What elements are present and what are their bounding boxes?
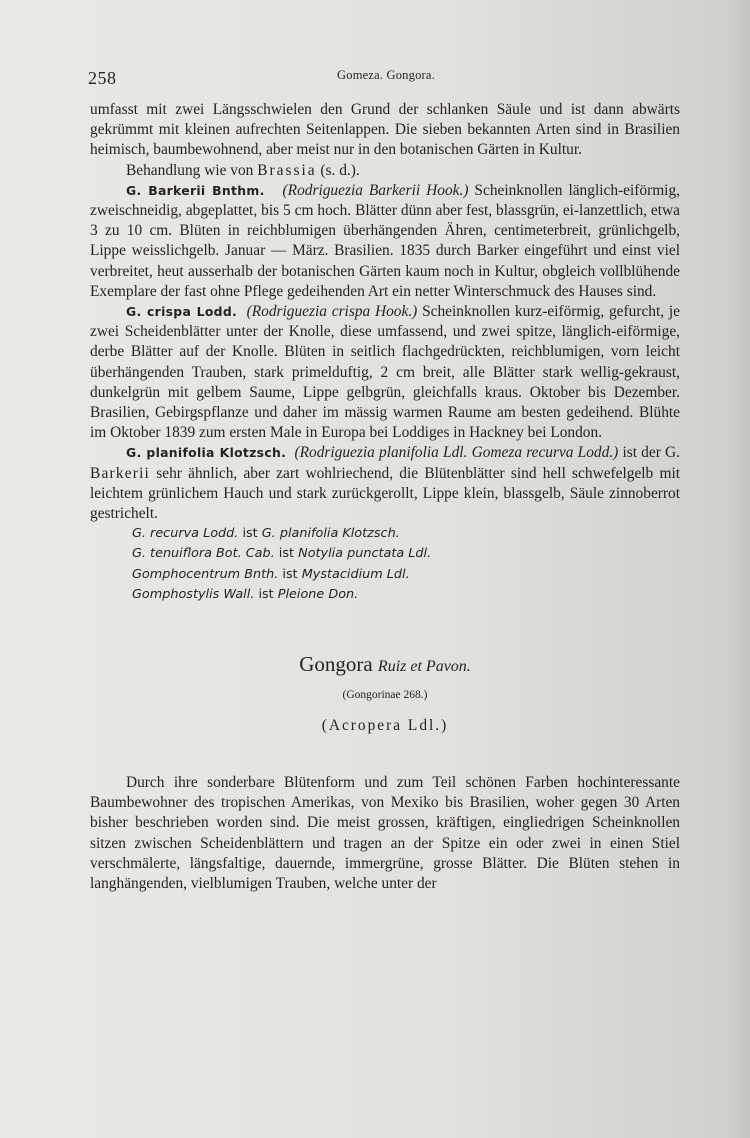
synonym-line [132, 544, 680, 564]
genus-subtribe: (Gongorinae 268.) [342, 689, 428, 702]
synonym-line [132, 585, 680, 605]
species-description-end: sehr ähnlich, aber zart wohlriechend, die Blütenblätter sind hell schwefelgelb mit leichtem grünlichem Hauch und stark zurückgerollt, Lippe klein, blassgelb, Säule zinnoberrot gestrichelt. [90, 464, 680, 523]
treatment-ref: Brassia [257, 161, 317, 179]
intro-paragraph: umfasst mit zwei Längsschwielen den Grund der schlanken Säule und ist dann abwärts gekrümmt mit kleinen aufrechten Seitenlappen. Die sieben bekannten Arten sind in Brasilien heimisch, baumbewohnend, aber meist nur in den botanischen Gärten in Kultur. [90, 101, 680, 159]
species-name: G. crispa Lodd. [126, 304, 238, 320]
genus-authority: Ruiz et Pavon. [377, 658, 471, 676]
running-head: Gomeza. Gongora. [337, 68, 435, 82]
species-synonym: (Rodriguezia crispa Hook.) [246, 303, 418, 321]
synonym-is: ist [258, 586, 274, 602]
species-entry-barkerii [90, 181, 680, 302]
genus-name: Gongora [299, 652, 373, 677]
synonym-from: G. tenuiflora Bot. Cab. [132, 546, 275, 562]
synonym-is: ist [278, 546, 295, 562]
species-description: Scheinknollen kurz-eiförmig, gefurcht, je zwei Scheidenblätter unter der Knolle, diese umfassend, und zwei spitze, länglich-eiförmige, derbe Blätter auf der Knolle. Blüten in seitlich flachgedrückten, reichblumigen, vorn leicht überhängenden Trauben, stark primelduftig, 2 cm breit, alle Blätter stark wellig-gekraust, dunkelgrün mit gelbem Saume, Lippe gelbgrün, gleichfalls kraus. Oktober bis Dezember. Brasilien, Gebirgspflanze und daher im mässig warmen Raume am besten gedeihend. Blühte im Oktober 1839 zum ersten Male in Europa bei Loddiges in Hackney bei London. [90, 303, 680, 442]
page-body [90, 100, 680, 894]
genus-synonym: (Acropera Ldl.) [321, 717, 449, 735]
synonym-to: Pleione Don. [277, 586, 359, 602]
species-synonym: (Rodriguezia Barkerii Hook.) [282, 181, 469, 199]
treatment-note [90, 161, 680, 181]
synonym-to: Notylia punctata Ldl. [298, 546, 432, 562]
species-entry-crispa [90, 302, 680, 443]
species-description: Scheinknollen länglich-eiförmig, zweischneidig, abgeplattet, bis 5 cm hoch. Blätter dünn aber fest, blassgrün, ei-lanzettlich, etwa 3 zu 10 cm. Blüten in reichblumigen überhängenden Ähren, centimeterbreit, grünlichgelb, Lippe weisslichgelb. Januar — März. Brasilien. 1835 durch Barker eingeführt und einst viel verbreitet, heut ausserhalb der botanischen Gärten kaum noch in Kultur, obgleich vollblühende Exemplare der fast ohne Pflege gedeihenden Art ein netter Winterschmuck des Hauses sind. [90, 181, 680, 300]
page-header [88, 64, 684, 88]
species-synonym: (Rodriguezia planifolia Ldl. Gomeza recurva Lodd.) [294, 444, 619, 462]
species-name: G. planifolia Klotzsch. [126, 445, 287, 461]
species-entry-planifolia [90, 443, 680, 524]
species-description-start: ist der G. [618, 444, 680, 462]
treatment-prefix: Behandlung wie von [126, 161, 254, 179]
synonym-is: ist [242, 526, 258, 542]
page-number: 258 [88, 68, 117, 88]
species-name: G. Barkerii Bnthm. [126, 182, 265, 198]
synonym-line [132, 524, 680, 544]
synonym-to: Mystacidium Ldl. [301, 566, 410, 582]
synonym-list [90, 524, 680, 605]
synonym-line [132, 565, 680, 585]
synonym-is: ist [282, 566, 298, 582]
synonym-from: G. recurva Lodd. [132, 526, 239, 542]
synonym-to: G. planifolia Klotzsch. [261, 526, 400, 542]
species-ref: Barkerii [90, 464, 151, 482]
treatment-suffix: (s. d.). [316, 161, 360, 179]
genus-heading [90, 651, 680, 680]
synonym-from: Gomphostylis Wall. [132, 586, 255, 602]
genus-description: Durch ihre sonderbare Blütenform und zum Teil schönen Farben hochinteressante Baumbewohner des tropischen Amerikas, von Mexiko bis Brasilien, woher gegen 30 Arten bisher beschrieben worden sind. Die meist grossen, kräftigen, eingliedrigen Scheinknollen sitzen zwischen Scheidenblättern und tragen an der Spitze ein oder zwei in einen Stiel verschmälerte, längsfaltige, dauernde, immergrüne, grosse Blätter. Die Blüten stehen in langhängenden, vielblumigen Trauben, welche unter der [90, 774, 680, 893]
synonym-from: Gomphocentrum Bnth. [132, 566, 279, 582]
